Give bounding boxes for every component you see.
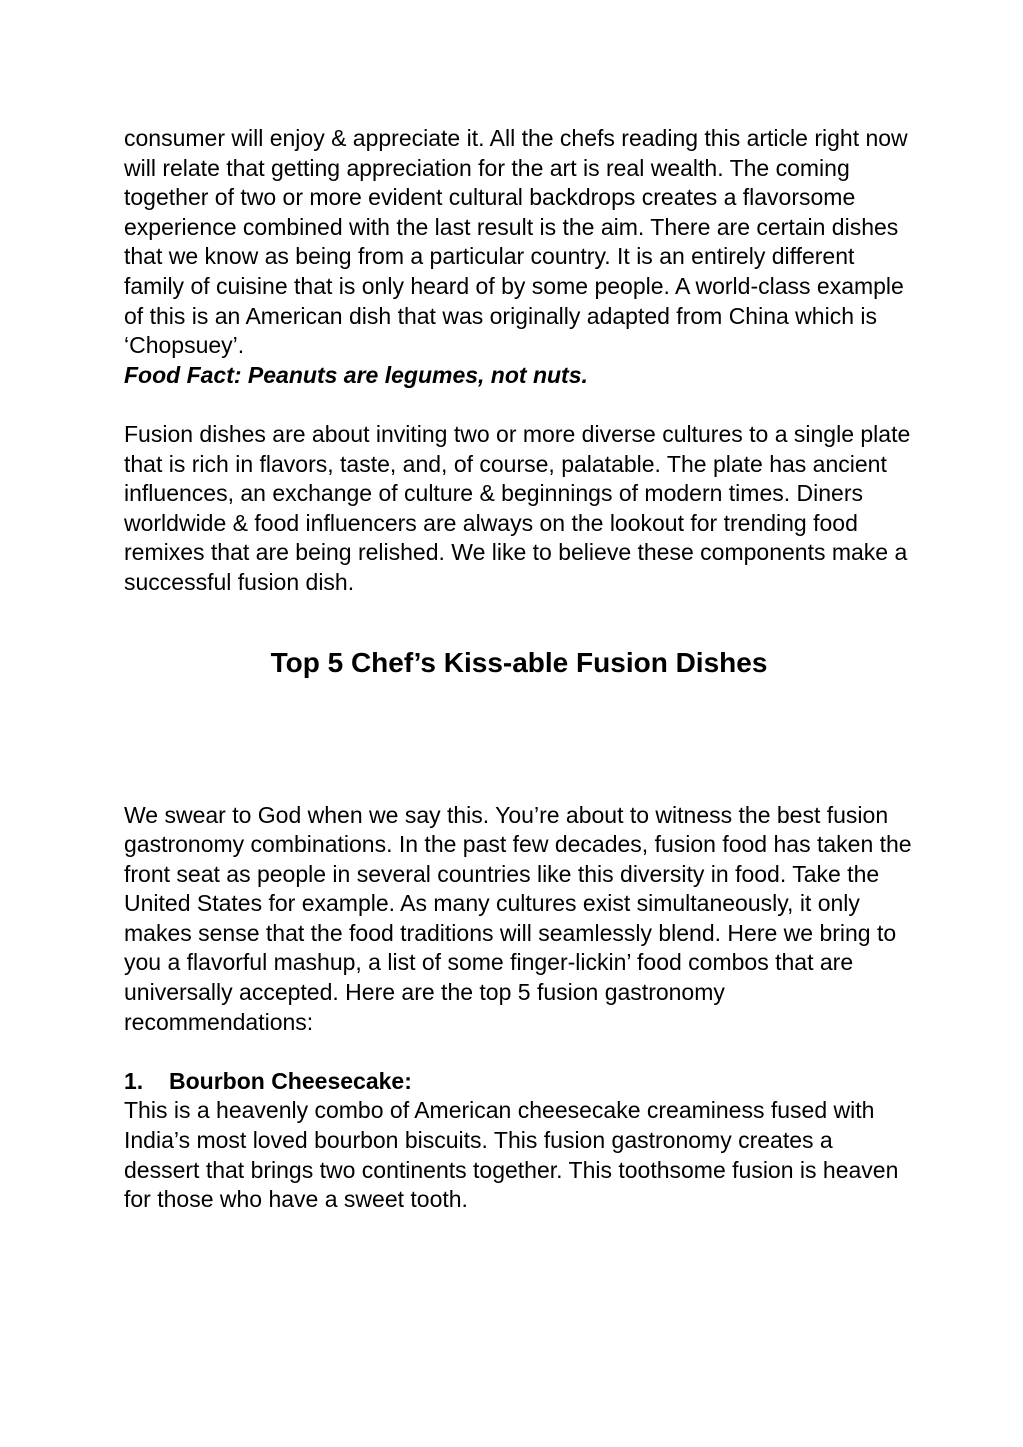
fusion-paragraph: Fusion dishes are about inviting two or more diverse cultures to a single plate that is rich in flavors, taste, and, of course, palatable. The plate has ancient influences, an exchange of culture & beginnings of modern times. Diners worldwide & food influencers are always on the lookout for trending food remixes that are being relished. We like to believe these components make a successful fusion dish. bbox=[124, 420, 911, 595]
spacer bbox=[124, 680, 914, 801]
spacer bbox=[124, 598, 914, 646]
list-item-number: 1. bbox=[124, 1067, 144, 1094]
spacer bbox=[124, 1037, 914, 1067]
section-heading: Top 5 Chef’s Kiss-able Fusion Dishes bbox=[270, 646, 768, 678]
list-item-title-row bbox=[124, 1067, 914, 1097]
document-page bbox=[124, 124, 914, 1215]
intro-paragraph: consumer will enjoy & appreciate it. All the chefs reading this article right now will relate that getting appreciation for the art is real wealth. The coming together of two or more evident cultural backdrops creates a flavorsome experience combined with the last result is the aim. There are certain dishes that we know as being from a particular country. It is an entirely different family of cuisine that is only heard of by some people. A world-class example of this is an American dish that was originally adapted from China which is ‘Chopsuey’. bbox=[124, 125, 908, 359]
list-item bbox=[124, 1067, 914, 1215]
food-fact: Food Fact: Peanuts are legumes, not nuts. bbox=[124, 361, 588, 388]
spacer bbox=[124, 390, 914, 420]
list-item-description: This is a heavenly combo of American cheesecake creaminess fused with India’s most loved bourbon biscuits. This fusion gastronomy creates a dessert that brings two continents together. This toothsome fusion is heaven for those who have a sweet tooth. bbox=[124, 1097, 899, 1213]
list-item-title: Bourbon Cheesecake: bbox=[169, 1067, 412, 1094]
swear-paragraph: We swear to God when we say this. You’re about to witness the best fusion gastronomy combinations. In the past few decades, fusion food has taken the front seat as people in several countries like this diversity in food. Take the United States for example. As many cultures exist simultaneously, it only makes sense that the food traditions will seamlessly blend. Here we bring to you a flavorful mashup, a list of some finger-lickin’ food combos that are universally accepted. Here are the top 5 fusion gastronomy recommendations: bbox=[124, 801, 912, 1035]
